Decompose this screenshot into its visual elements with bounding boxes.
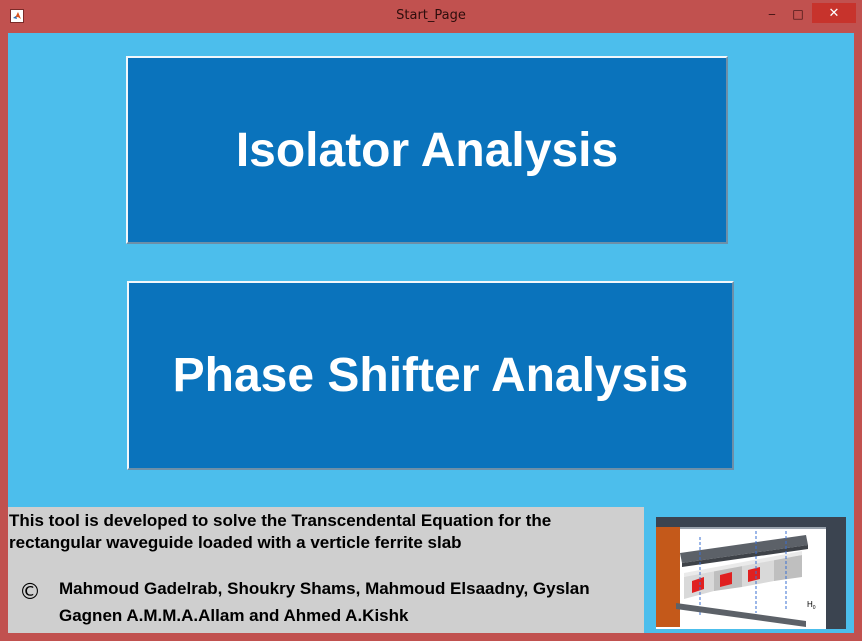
main-panel bbox=[8, 33, 854, 633]
isolator-analysis-button[interactable]: Isolator Analysis bbox=[126, 56, 728, 244]
copyright-icon: © bbox=[19, 580, 41, 605]
title-bar[interactable] bbox=[0, 0, 862, 33]
close-button[interactable] bbox=[812, 3, 856, 23]
window-title: Start_Page bbox=[396, 8, 466, 23]
maximize-icon: □ bbox=[792, 7, 804, 21]
tool-description: This tool is developed to solve the Transcendental Equation for the rectangular waveguide loaded with a verticle ferrite slab bbox=[9, 511, 552, 552]
minimize-button[interactable] bbox=[760, 4, 784, 24]
minimize-icon: ‒ bbox=[768, 7, 776, 21]
info-panel bbox=[8, 507, 644, 633]
close-icon: ✕ bbox=[828, 5, 840, 21]
ferrite-waveguide-figure bbox=[656, 517, 846, 629]
authors-text: Mahmoud Gadelrab, Shoukry Shams, Mahmoud Elsaadny, Gyslan Gagnen A.M.M.A.Allam and Ahmed A.Kishk bbox=[59, 579, 590, 625]
h0-label: $H_0$ bbox=[807, 600, 816, 611]
maximize-button[interactable] bbox=[786, 4, 810, 24]
phase-shifter-analysis-button[interactable]: Phase Shifter Analysis bbox=[127, 281, 734, 470]
